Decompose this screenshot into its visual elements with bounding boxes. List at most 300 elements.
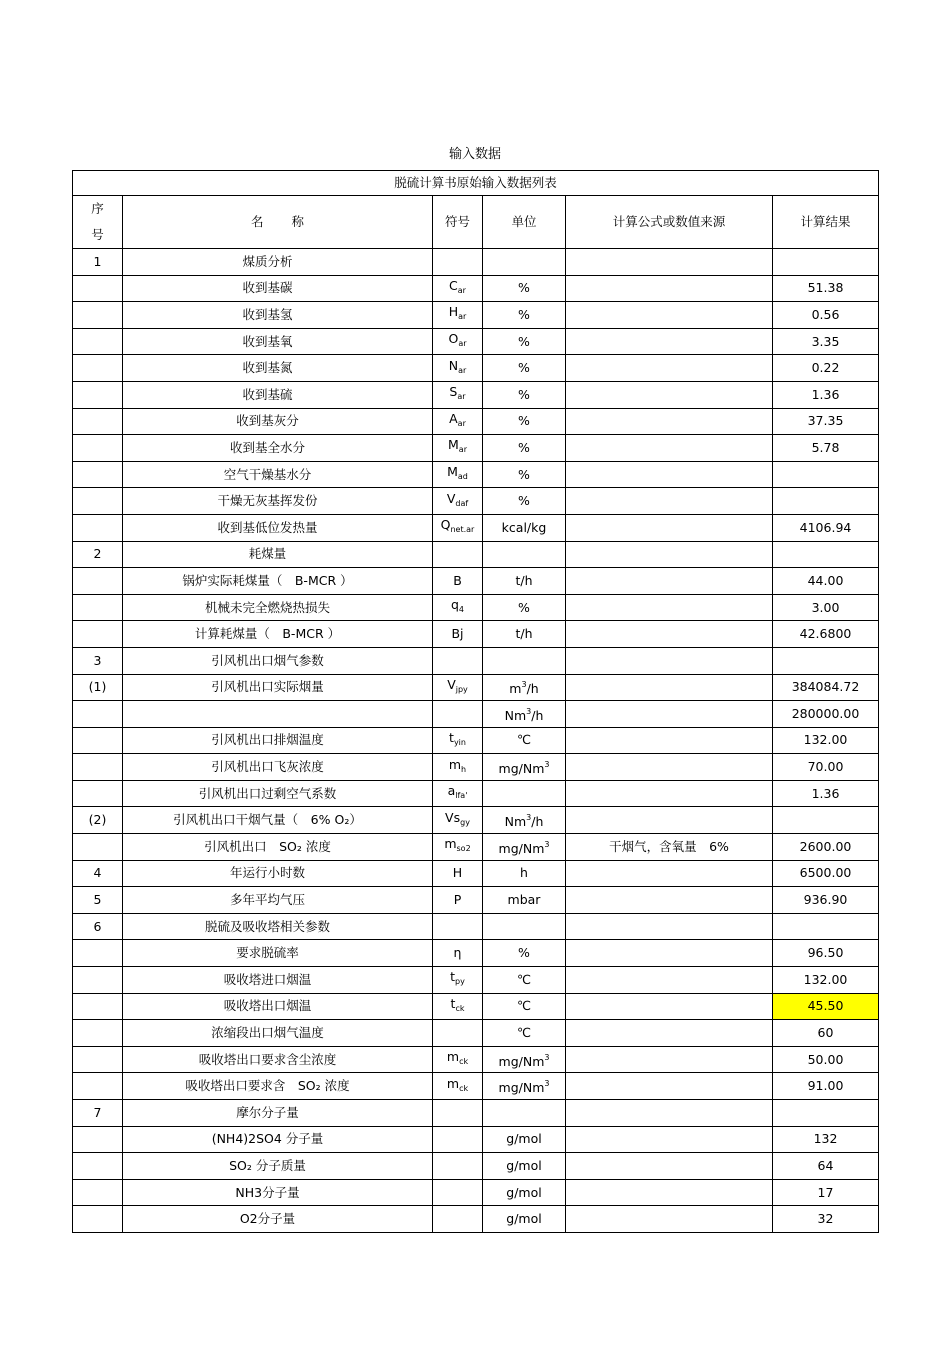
cell-name: 引风机出口过剩空气系数 [123, 780, 433, 807]
unit-superscript: 3 [544, 760, 550, 770]
header-symbol: 符号 [433, 196, 483, 249]
cell-unit [483, 435, 566, 462]
cell-source: 干烟气，含氧量 6% [566, 834, 773, 861]
unit-text: g/mol [506, 1157, 542, 1173]
cell-seq [73, 993, 123, 1020]
symbol-subscript: lfa' [455, 791, 468, 801]
cell-seq: 7 [73, 1100, 123, 1127]
input-data-table [72, 170, 879, 1233]
cell-unit [483, 1100, 566, 1127]
cell-name: 空气干燥基水分 [123, 461, 433, 488]
table-row [73, 647, 879, 674]
symbol-subscript: h [461, 764, 467, 774]
unit-text: t/h [515, 572, 533, 588]
cell-seq [73, 940, 123, 967]
cell-name: (NH4)2SO4 分子量 [123, 1126, 433, 1153]
cell-unit [483, 328, 566, 355]
cell-unit [483, 1206, 566, 1233]
cell-seq: (2) [73, 807, 123, 834]
header-name-text: 名称 [250, 214, 332, 229]
cell-name: 浓缩段出口烟气温度 [123, 1020, 433, 1047]
symbol-text: H [448, 304, 459, 320]
cell-source [566, 807, 773, 834]
cell-result: 0.22 [773, 355, 879, 382]
table-row [73, 1100, 879, 1127]
table-row [73, 1020, 879, 1047]
symbol-text: M [447, 464, 458, 480]
symbol-text: S [449, 384, 458, 400]
table-row [73, 1073, 879, 1100]
cell-unit [483, 780, 566, 807]
cell-seq [73, 1073, 123, 1100]
symbol-subscript: ck [455, 1003, 465, 1013]
cell-seq [73, 754, 123, 781]
cell-symbol [433, 408, 483, 435]
cell-source [566, 541, 773, 568]
symbol-subscript: py [455, 977, 465, 987]
cell-result: 384084.72 [773, 674, 879, 701]
cell-symbol [433, 249, 483, 276]
symbol-subscript: gy [460, 817, 470, 827]
cell-symbol [433, 488, 483, 515]
cell-source [566, 1206, 773, 1233]
cell-result: 44.00 [773, 568, 879, 595]
cell-unit [483, 727, 566, 754]
cell-source [566, 355, 773, 382]
cell-source [566, 1153, 773, 1180]
cell-seq [73, 1206, 123, 1233]
cell-seq [73, 834, 123, 861]
table-row [73, 1179, 879, 1206]
cell-symbol [433, 967, 483, 994]
cell-source [566, 913, 773, 940]
cell-result [773, 1100, 879, 1127]
symbol-subscript: ar [457, 418, 466, 428]
cell-seq: 2 [73, 541, 123, 568]
cell-name: 吸收塔出口烟温 [123, 993, 433, 1020]
cell-unit [483, 594, 566, 621]
table-caption: 脱硫计算书原始输入数据列表 [73, 171, 879, 196]
cell-name: 收到基氮 [123, 355, 433, 382]
cell-seq [73, 488, 123, 515]
symbol-subscript: net.ar [450, 525, 475, 535]
cell-unit [483, 488, 566, 515]
cell-unit [483, 275, 566, 302]
cell-source [566, 780, 773, 807]
cell-result [773, 488, 879, 515]
table-row [73, 381, 879, 408]
symbol-text: η [453, 945, 462, 961]
cell-name: 收到基硫 [123, 381, 433, 408]
cell-unit [483, 807, 566, 834]
symbol-text: Q [440, 517, 451, 533]
cell-unit [483, 541, 566, 568]
cell-source [566, 302, 773, 329]
cell-result: 936.90 [773, 887, 879, 914]
table-row [73, 275, 879, 302]
table-row [73, 1206, 879, 1233]
unit-text: g/mol [506, 1131, 542, 1147]
cell-source [566, 1073, 773, 1100]
symbol-subscript: ck [459, 1057, 469, 1067]
cell-source [566, 940, 773, 967]
cell-unit [483, 701, 566, 728]
cell-unit [483, 461, 566, 488]
cell-seq [73, 328, 123, 355]
cell-seq [73, 381, 123, 408]
cell-symbol [433, 780, 483, 807]
symbol-subscript: ar [458, 312, 467, 322]
symbol-text: A [449, 410, 458, 426]
cell-unit [483, 302, 566, 329]
table-row [73, 621, 879, 648]
cell-unit [483, 1046, 566, 1073]
cell-name: 多年平均气压 [123, 887, 433, 914]
cell-seq [73, 780, 123, 807]
cell-result: 37.35 [773, 408, 879, 435]
cell-symbol [433, 674, 483, 701]
symbol-text: C [449, 277, 458, 293]
cell-result: 70.00 [773, 754, 879, 781]
unit-text: % [518, 439, 530, 455]
header-unit: 单位 [483, 196, 566, 249]
cell-symbol [433, 621, 483, 648]
unit-text: m [509, 681, 522, 697]
symbol-text: M [448, 437, 459, 453]
table-row [73, 674, 879, 701]
unit-tail: /h [531, 707, 544, 723]
unit-text: h [520, 865, 528, 881]
unit-text: mg/Nm [498, 840, 545, 856]
unit-text: mg/Nm [498, 1053, 545, 1069]
cell-unit [483, 940, 566, 967]
table-row [73, 701, 879, 728]
cell-unit [483, 1073, 566, 1100]
cell-result: 3.00 [773, 594, 879, 621]
table-row [73, 594, 879, 621]
cell-unit [483, 860, 566, 887]
cell-name: 机械未完全燃烧热损失 [123, 594, 433, 621]
page-title: 输入数据 [448, 147, 501, 162]
cell-source [566, 1046, 773, 1073]
cell-name: 耗煤量 [123, 541, 433, 568]
cell-result: 4106.94 [773, 514, 879, 541]
cell-name: 收到基氧 [123, 328, 433, 355]
cell-symbol [433, 594, 483, 621]
cell-name: 脱硫及吸收塔相关参数 [123, 913, 433, 940]
cell-unit [483, 913, 566, 940]
cell-seq [73, 435, 123, 462]
unit-superscript: 3 [521, 680, 527, 690]
cell-result [773, 249, 879, 276]
cell-unit [483, 355, 566, 382]
symbol-text: m [446, 1049, 460, 1065]
cell-name: 收到基氢 [123, 302, 433, 329]
unit-text: % [518, 333, 530, 349]
unit-text: ℃ [516, 1025, 532, 1041]
cell-symbol [433, 754, 483, 781]
table-row [73, 913, 879, 940]
cell-unit [483, 887, 566, 914]
table-row [73, 249, 879, 276]
cell-unit [483, 408, 566, 435]
symbol-subscript: ar [457, 392, 466, 402]
cell-seq [73, 1179, 123, 1206]
symbol-subscript: jpy [455, 684, 468, 694]
cell-symbol [433, 701, 483, 728]
symbol-subscript: yin [453, 737, 466, 747]
cell-result [773, 647, 879, 674]
cell-source [566, 621, 773, 648]
cell-name: 引风机出口干烟气量（ 6% O₂） [123, 807, 433, 834]
cell-result [773, 913, 879, 940]
cell-name: 摩尔分子量 [123, 1100, 433, 1127]
cell-result: 0.56 [773, 302, 879, 329]
cell-symbol [433, 1046, 483, 1073]
cell-unit [483, 1179, 566, 1206]
cell-name: 收到基低位发热量 [123, 514, 433, 541]
cell-source [566, 275, 773, 302]
cell-name: 引风机出口实际烟量 [123, 674, 433, 701]
cell-symbol [433, 1100, 483, 1127]
cell-name: 引风机出口 SO₂ 浓度 [123, 834, 433, 861]
header-source: 计算公式或数值来源 [566, 196, 773, 249]
table-row [73, 887, 879, 914]
cell-name: 吸收塔进口烟温 [123, 967, 433, 994]
cell-unit [483, 674, 566, 701]
cell-result: 1.36 [773, 381, 879, 408]
cell-unit [483, 249, 566, 276]
cell-symbol [433, 514, 483, 541]
cell-symbol [433, 1153, 483, 1180]
header-result: 计算结果 [773, 196, 879, 249]
cell-source [566, 328, 773, 355]
unit-superscript: 3 [544, 1052, 550, 1062]
cell-name: 引风机出口排烟温度 [123, 727, 433, 754]
cell-unit [483, 647, 566, 674]
unit-text: t/h [515, 626, 533, 642]
cell-seq [73, 701, 123, 728]
cell-unit [483, 834, 566, 861]
cell-result: 280000.00 [773, 701, 879, 728]
cell-result: 32 [773, 1206, 879, 1233]
cell-unit [483, 1153, 566, 1180]
cell-unit [483, 621, 566, 648]
symbol-text: t [450, 969, 456, 985]
unit-tail: /h [526, 681, 539, 697]
cell-unit [483, 754, 566, 781]
cell-symbol [433, 887, 483, 914]
cell-result: 17 [773, 1179, 879, 1206]
cell-result: 96.50 [773, 940, 879, 967]
unit-text: g/mol [506, 1211, 542, 1227]
cell-name [123, 701, 433, 728]
cell-symbol [433, 355, 483, 382]
cell-source [566, 701, 773, 728]
cell-source [566, 488, 773, 515]
cell-symbol [433, 1020, 483, 1047]
cell-source [566, 754, 773, 781]
cell-result: 5.78 [773, 435, 879, 462]
table-row [73, 488, 879, 515]
cell-result: 132.00 [773, 967, 879, 994]
table-row [73, 408, 879, 435]
cell-result [773, 541, 879, 568]
unit-text: Nm [504, 707, 527, 723]
cell-name: 收到基碳 [123, 275, 433, 302]
cell-seq [73, 514, 123, 541]
symbol-subscript: ar [458, 365, 467, 375]
cell-symbol [433, 1206, 483, 1233]
unit-text: % [518, 493, 530, 509]
symbol-text: t [449, 729, 454, 745]
cell-symbol [433, 807, 483, 834]
cell-symbol [433, 381, 483, 408]
cell-result: 132.00 [773, 727, 879, 754]
cell-source [566, 967, 773, 994]
cell-name: NH3分子量 [123, 1179, 433, 1206]
cell-result [773, 461, 879, 488]
header-seq-char: 号 [91, 227, 104, 242]
cell-unit [483, 381, 566, 408]
unit-text: % [518, 599, 530, 615]
symbol-subscript: ar [457, 285, 466, 295]
cell-name: SO₂ 分子质量 [123, 1153, 433, 1180]
unit-text: mbar [507, 892, 541, 908]
cell-seq: 4 [73, 860, 123, 887]
cell-seq [73, 461, 123, 488]
cell-name: 吸收塔出口要求含尘浓度 [123, 1046, 433, 1073]
symbol-text: Vs [445, 809, 461, 825]
symbol-subscript: daf [455, 498, 469, 508]
cell-seq [73, 727, 123, 754]
cell-source [566, 887, 773, 914]
cell-seq [73, 1126, 123, 1153]
table-row [73, 1046, 879, 1073]
cell-symbol [433, 461, 483, 488]
cell-source [566, 568, 773, 595]
symbol-text: q [450, 597, 459, 613]
cell-unit [483, 514, 566, 541]
table-row [73, 993, 879, 1020]
cell-source [566, 381, 773, 408]
cell-source [566, 647, 773, 674]
unit-text: Nm [504, 814, 527, 830]
cell-seq [73, 568, 123, 595]
cell-name: 收到基灰分 [123, 408, 433, 435]
unit-text: kcal/kg [501, 519, 547, 535]
cell-seq: 6 [73, 913, 123, 940]
cell-result: 3.35 [773, 328, 879, 355]
table-row [73, 435, 879, 462]
table-row [73, 1153, 879, 1180]
cell-unit [483, 1020, 566, 1047]
cell-name: 引风机出口飞灰浓度 [123, 754, 433, 781]
table-row [73, 807, 879, 834]
cell-symbol [433, 328, 483, 355]
cell-symbol [433, 647, 483, 674]
unit-text: ℃ [516, 998, 532, 1014]
table-row [73, 514, 879, 541]
unit-text: % [518, 280, 530, 296]
cell-result: 1.36 [773, 780, 879, 807]
cell-seq: 5 [73, 887, 123, 914]
cell-symbol [433, 541, 483, 568]
cell-symbol [433, 913, 483, 940]
cell-name: 引风机出口烟气参数 [123, 647, 433, 674]
cell-source [566, 674, 773, 701]
symbol-text: Bj [451, 626, 464, 642]
unit-text: ℃ [516, 971, 532, 987]
cell-result: 60 [773, 1020, 879, 1047]
table-row [73, 328, 879, 355]
cell-symbol [433, 860, 483, 887]
cell-name: 干燥无灰基挥发份 [123, 488, 433, 515]
symbol-subscript: ar [458, 339, 467, 349]
table-row [73, 355, 879, 382]
cell-result: 91.00 [773, 1073, 879, 1100]
symbol-subscript: ar [458, 445, 467, 455]
cell-unit [483, 568, 566, 595]
cell-symbol [433, 302, 483, 329]
cell-seq [73, 408, 123, 435]
cell-unit [483, 993, 566, 1020]
cell-name: 年运行小时数 [123, 860, 433, 887]
cell-name: 吸收塔出口要求含 SO₂ 浓度 [123, 1073, 433, 1100]
unit-superscript: 3 [526, 813, 532, 823]
symbol-text: O [448, 331, 459, 347]
table-row [73, 834, 879, 861]
unit-text: % [518, 386, 530, 402]
cell-symbol [433, 275, 483, 302]
unit-text: mg/Nm [498, 761, 545, 777]
symbol-text: a [447, 783, 456, 799]
unit-text: mg/Nm [498, 1080, 545, 1096]
unit-superscript: 3 [526, 706, 532, 716]
table-row [73, 967, 879, 994]
table-row [73, 940, 879, 967]
cell-unit [483, 967, 566, 994]
cell-symbol [433, 1179, 483, 1206]
symbol-text: H [452, 865, 463, 881]
symbol-text: m [444, 836, 457, 852]
header-name [123, 196, 433, 249]
cell-result [773, 807, 879, 834]
symbol-subscript: 4 [458, 605, 465, 615]
unit-text: g/mol [506, 1184, 542, 1200]
table-row [73, 860, 879, 887]
cell-name: 锅炉实际耗煤量（ B-MCR ） [123, 568, 433, 595]
cell-result: 51.38 [773, 275, 879, 302]
table-row [73, 780, 879, 807]
cell-symbol [433, 993, 483, 1020]
cell-seq: 3 [73, 647, 123, 674]
cell-symbol [433, 1073, 483, 1100]
cell-unit [483, 1126, 566, 1153]
unit-text: % [518, 306, 530, 322]
cell-source [566, 727, 773, 754]
cell-source [566, 1179, 773, 1206]
symbol-text: N [448, 357, 459, 373]
symbol-text: V [447, 676, 456, 692]
symbol-text: m [448, 756, 462, 772]
symbol-subscript: so2 [456, 844, 471, 854]
cell-seq [73, 1153, 123, 1180]
cell-seq: 1 [73, 249, 123, 276]
table-row [73, 541, 879, 568]
cell-result: 45.50 [773, 993, 879, 1020]
cell-seq [73, 355, 123, 382]
